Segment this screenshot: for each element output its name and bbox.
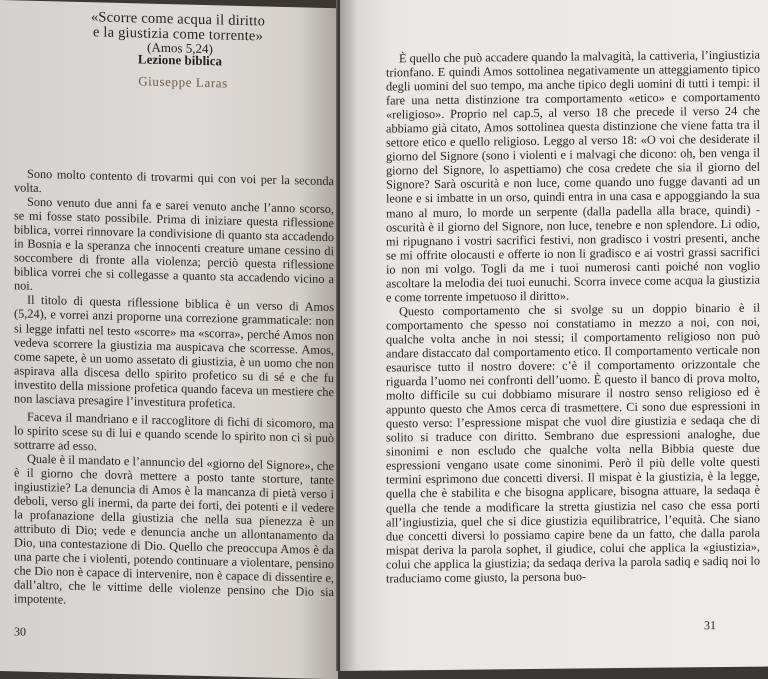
left-body-text (14, 166, 334, 613)
paragraph: Faceva il mandriano e il raccoglitore di fichi di sicomoro, ma lo spirito scese su di lui e quando scende lo spirito non ci si può sottrarre ad esso. (14, 409, 334, 454)
paragraph: Sono molto contento di trovarmi qui con voi per la seconda volta. (14, 166, 334, 196)
left-page (0, 0, 338, 679)
page-number-right: 31 (704, 618, 716, 633)
bible-reference: (Amos 5,24) (147, 39, 213, 57)
paragraph: È quello che può accadere quando la malvagità, la cattiveria, l’ingiustizia trionfano. E quindi Amos sottolinea negativamente un atteggiamento tipico degli uomini del suo tempo, ma anche tipico degli uomini di tutti i tempi: il fare una netta distinzione tra comportamento «etico» e comportamento «religioso». Proprio nel cap.5, al verso 18 che precede il verso 24 che abbiamo già citato, Amos sottolinea questa distinzione che viene fatta tra il settore etico e quello religioso. Leggo al verso 18: «O voi che desiderate il giorno del Signore (sono i violenti e i malvagi che dicono: oh, ben venga il giorno del Signore, lo aspettiamo) che cosa credete che sia il giorno del Signore? Sarà oscurità e non luce, come quando uno fugge davanti ad un leone e si imbatte in un orso, quindi entra in una casa e appoggiando la sua mano al muro, lo morde un serpente (dalla padella alla brace, quindi) - oscurità è il giorno del Signore, non luce, tenebre e non splendore. Li odio, mi ripugnano i vostri sacrifici festivi, non gradisco i vostri presenti, anche se mi offrite olocausti e offerte io non li gradisco e ai vostri grassi sacrifici io non mi volgo. Togli da me i tuoi numerosi canti poiché non voglio ascoltare la melodia dei tuoi eunuchi. Scorra invece come acqua la giustizia e come torrente impetuoso il diritto». (386, 47, 760, 305)
right-page (340, 0, 768, 671)
chapter-subtitle: Lezione biblica (137, 51, 223, 69)
chapter-title-line-2: e la giustizia come torrente» (92, 24, 264, 45)
author-name: Giuseppe Laras (138, 73, 228, 91)
page-number-left: 30 (14, 624, 26, 639)
paragraph: Questo comportamento che si svolge su un doppio binario è il comportamento che spesso noi constatiamo in mezzo a noi, con noi, qualche volta anche in noi stessi; il comportamento religioso non può andare distaccato dal comportamento etico. Il comportamento verticale non esaurisce tutto il nostro dovere: c’è il comportamento orizzontale che riguarda l’uomo nei confronti dell’uomo. È questo il banco di prova molto, molto difficile su cui dobbiamo misurare il nostro senso religioso ed è appunto questo che Amos cerca di trasmettere. Ci sono due espressioni in questo verso: l’espressione mispat che vuol dire giustizia e sedaqa che di solito si traduce con diritto. Sembrano due espressioni analoghe, due sinonimi e non escludo che qualche volta nella Bibbia queste due espressioni vengano usate come sinonimi. Però il più delle volte questi termini esprimono due concetti diversi. Il mispat è la giustizia, è la legge, quella che è stabilita e che bisogna applicare, bisogna attuare, la sedaqa è quella che tende a modificare la stretta giustizia nel caso che essa porti all’ingiustizia, quel che si dice giustizia equilibratrice, l’equità. Che siano due concetti diversi lo possiamo capire bene da un fatto, che dalla parola mispat deriva la parola sophet, il giudice, colui che applica la «giustizia», colui che applica la giustizia; da sedaqa deriva la parola sadiq e sadiq noi lo traduciamo come giusto, la persona buo- (386, 300, 760, 586)
paragraph: Sono venuto due anni fa e sarei venuto anche l’anno scorso, se mi fosse stato possibile. Prima di iniziare questa riflessione biblica, vorrei rinnovare la condivisione di quanto sta accadendo in Bosnia e la speranza che innocenti creature umane cessino di soccombere di fronte alla violenza; perciò questa riflessione biblica vorrei che si collegasse a quanto sta accadendo vicino a noi. (14, 194, 334, 294)
paragraph: Il titolo di questa riflessione biblica è un verso di Amos (5,24), e vorrei anzi proporne una correzione grammaticale: non si legge infatti nel testo «scorre» ma «scorra», perché Amos non vedeva scorrere la giustizia ma auspicava che scorresse. Amos, come sapete, è un uomo assetato di giustizia, è un uomo che non aspirava alla discesa dello spirito profetico su di sé e che fu investito della missione profetica quando faceva un mestiere che non lasciava presagire l’investitura profetica. (14, 293, 334, 411)
chapter-title-line-1: «Scorre come acqua il diritto (90, 9, 266, 30)
right-body-text (386, 48, 760, 586)
paragraph: Quale è il mandato e l’annuncio del «giorno del Signore», che è il giorno che dovrà mettere a posto tante storture, tante ingiustizie? La denuncia di Amos è la mancanza di pietà verso i deboli, verso gli inermi, da parte dei forti, dei potenti e il vedere la profanazione della giustizia che nella sua pienezza è un attributo di Dio; vede e denuncia anche un allontanamento da Dio, una contestazione di Dio. Quello che preoccupa Amos è da una parte che i violenti, potendo continuare a violentare, pensino che Dio non è capace di intervenire, non è capace di dissentire e, dall’altro, che le vittime delle violenze pensino che Dio sia impotente. (14, 451, 334, 608)
